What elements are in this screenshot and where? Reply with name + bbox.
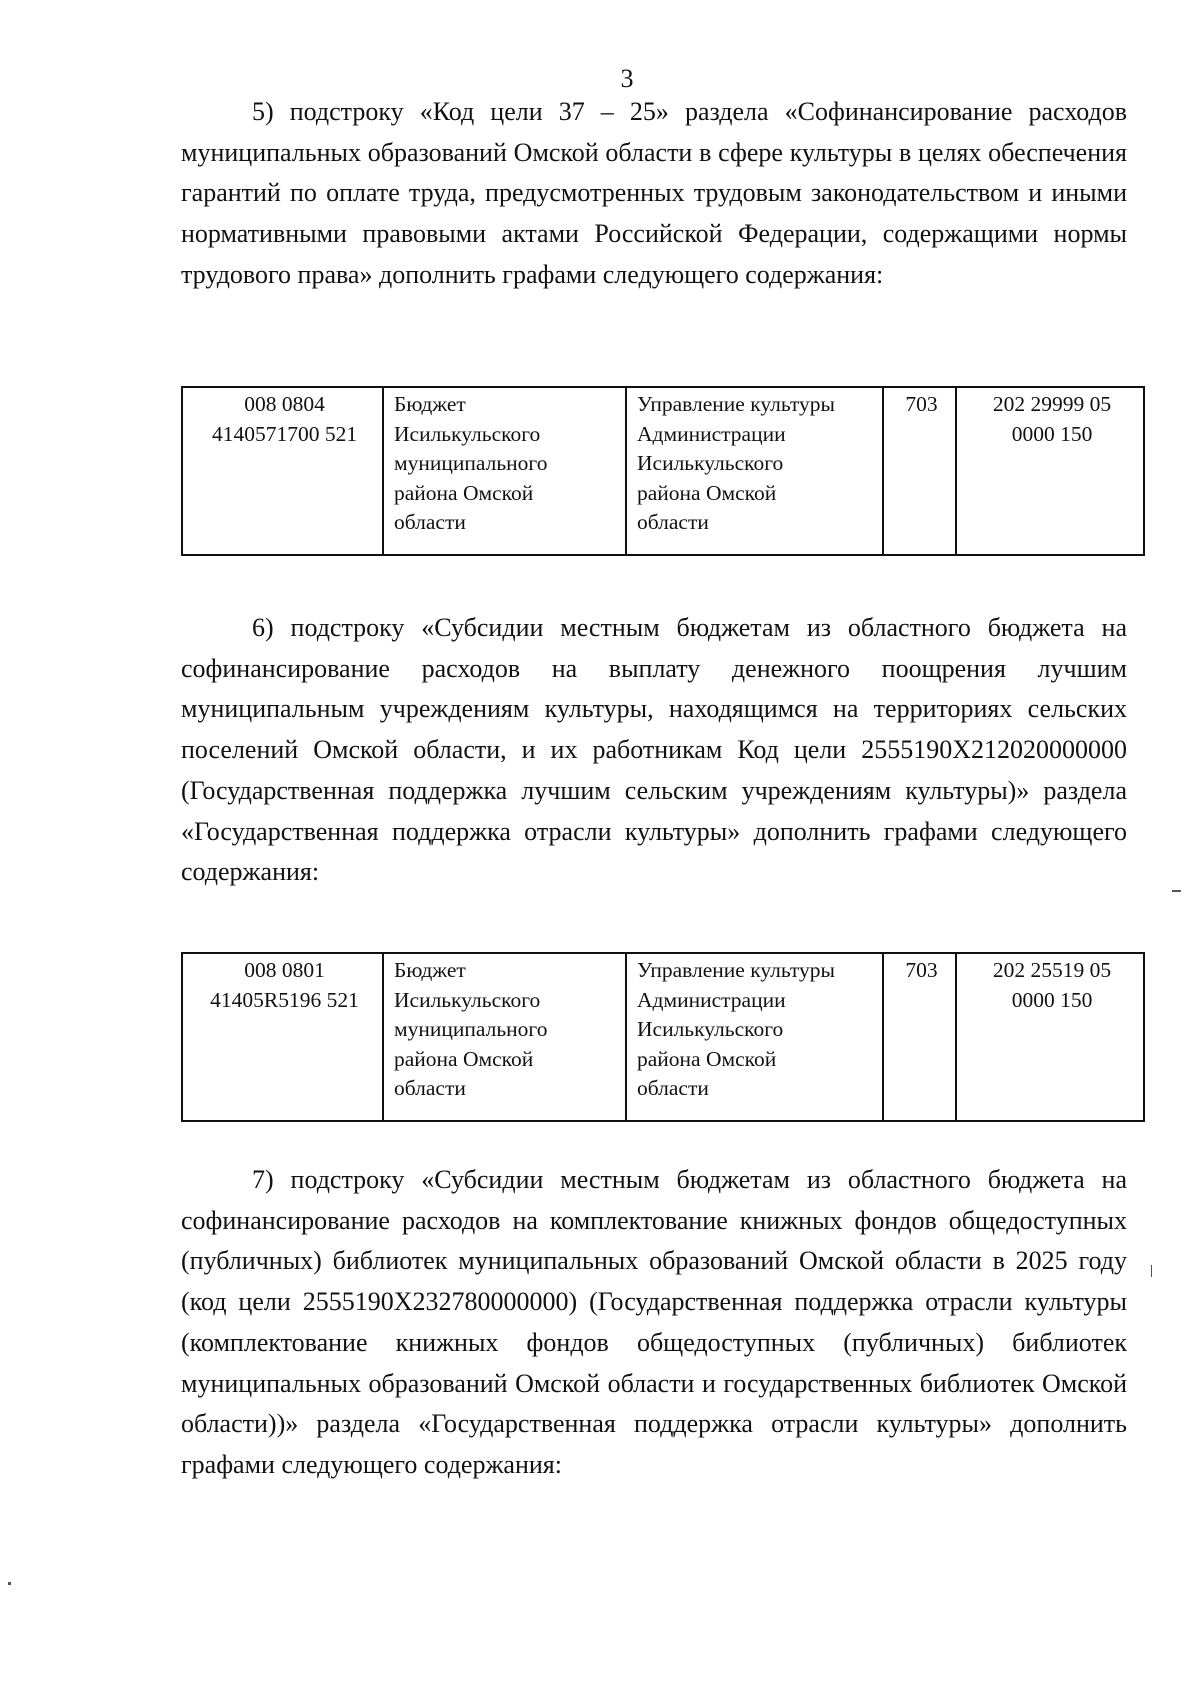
cell-kbk: 202 25519 05 0000 150 (956, 953, 1144, 1121)
cell-kbk: 202 29999 05 0000 150 (956, 387, 1144, 555)
paragraph-7: 7) подстроку «Субсидии местным бюджетам из областного бюджета на софинансирование расходов на комплектование книжных фондов общедоступных (публичных) библиотек муниципальных образований Омской области в 2025 году (код цели 2555190X232780000000) (Государственная поддержка отрасли культуры (комплектование книжных фондов общедоступных (публичных) библиотек муниципальных образований Омской области и государственных библиотек Омской области))» раздела «Государственная поддержка отрасли культуры» дополнить графами следующего содержания: (181, 1165, 1127, 1479)
cell-code: 008 0804 4140571700 521 (182, 387, 383, 555)
page-number: 3 (620, 64, 634, 93)
table-1 (181, 386, 1145, 556)
table-row (182, 953, 1144, 1121)
paragraph-6: 6) подстроку «Субсидии местным бюджетам из областного бюджета на софинансирование расходов на выплату денежного поощрения лучшим муниципальным учреждениям культуры, находящимся на территориях сельских поселений Омской области, и их работникам Код цели 2555190X212020000000 (Государственная поддержка лучшим сельским учреждениям культуры)» раздела «Государственная поддержка отрасли культуры» дополнить графами следующего содержания: (181, 613, 1127, 887)
cell-budget: Бюджет Исилькульского муниципального района Омской области (383, 387, 626, 555)
cell-number: 703 (883, 387, 956, 555)
cell-admin: Управление культуры Администрации Исилькульского района Омской области (626, 953, 883, 1121)
cell-admin: Управление культуры Администрации Исилькульского района Омской области (626, 387, 883, 555)
cell-number: 703 (883, 953, 956, 1121)
table-row (182, 387, 1144, 555)
paragraph-5: 5) подстроку «Код цели 37 – 25» раздела «Софинансирование расходов муниципальных образований Омской области в сфере культуры в целях обеспечения гарантий по оплате труда, предусмотренных трудовым законодательством и иными нормативными правовыми актами Российской Федерации, содержащими нормы трудового права» дополнить графами следующего содержания: (181, 97, 1127, 289)
scan-speck (1151, 1265, 1152, 1277)
scan-speck (1172, 890, 1181, 892)
cell-code: 008 0801 41405R5196 521 (182, 953, 383, 1121)
scan-speck (8, 1582, 11, 1585)
table-2 (181, 952, 1145, 1122)
cell-budget: Бюджет Исилькульского муниципального района Омской области (383, 953, 626, 1121)
